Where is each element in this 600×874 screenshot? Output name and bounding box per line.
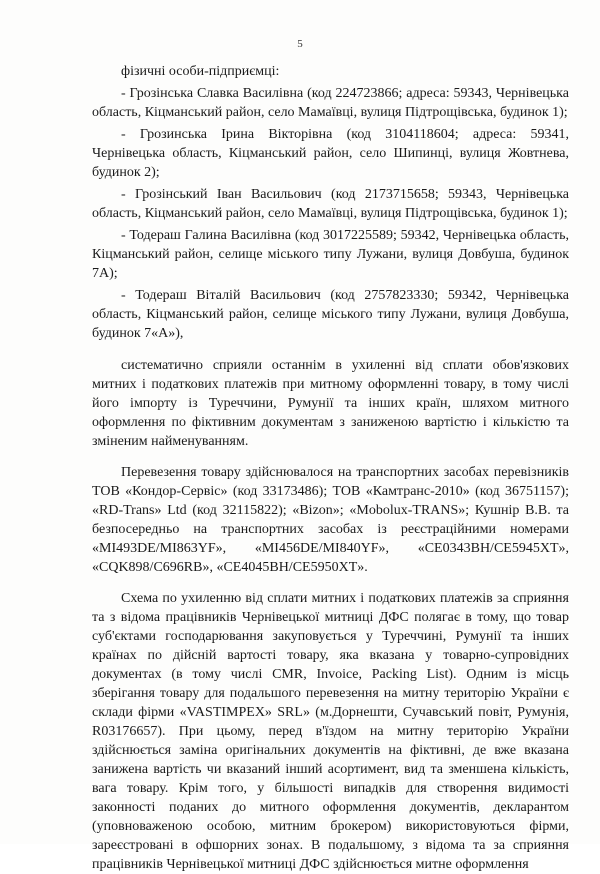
document-body	[92, 62, 569, 874]
entrepreneur-item: - Грозінська Славка Василівна (код 224723866; адреса: 59343, Чернівецька область, Кіцманський район, село Мамаївці, вулиця Підтрощівська, будинок 1);	[92, 86, 569, 120]
paragraph-evasion-assistance: систематично сприяли останнім в ухиленні від сплати обов'язкових митних і податкових платежів при митному оформленні товару, в тому числі його імпорту із Туреччини, Румунії та інших країн, шляхом митного оформлення по фіктивним документам з заниженою вартістю і кількістю та зміненим найменуванням.	[92, 358, 569, 449]
paragraph-scheme: Схема по ухиленню від сплати митних і податкових платежів за сприяння та з відома працівників Чернівецької митниці ДФС полягає в тому, що товар суб'єктами господарювання закуповується у Туреччині, Румунії та інших країнах по дійсній вартості товару, яка вказана у товарно-супровідних документах (в тому числі CMR, Invoice, Packing List). Одним із місць зберігання товару для подальшого перевезення на митну територію України є склади фірми «VASTIMPEX» SRL» (м.Дорнешти, Сучавський повіт, Румунія, R03176657). При цьому, перед в'їздом на митну територію України здійснюється заміна оригінальних документів на фіктивні, де вже вказана занижена вартість чи вказаний інший асортимент, вид та зменшена кількість, вага товару. Крім того, у більшості випадків для створення видимості законності поданих до митного оформлення документів, декларантом (уповноваженою особою, митним брокером) використовуються фірми, зареєстровані в офшорних зонах. В подальшому, з відома та за сприяння працівників Чернівецької митниці ДФС здійснюється митне оформлення	[92, 591, 569, 872]
page-number: 5	[297, 38, 303, 50]
entrepreneur-item: - Грозинська Ірина Вікторівна (код 3104118604; адреса: 59341, Чернівецька область, Кіцманський район, село Шипинці, вулиця Жовтнева, будинок 2);	[92, 127, 569, 180]
entrepreneur-item: - Тодераш Галина Василівна (код 3017225589; 59342, Чернівецька область, Кіцманський район, селище міського типу Лужани, вулиця Довбуша, будинок 7А);	[92, 228, 569, 281]
paragraph-transportation: Перевезення товару здійснювалося на транспортних засобах перевізників ТОВ «Кондор-Сервіс» (код 33173486); ТОВ «Камтранс-2010» (код 36751157); «RD-Trans» Ltd (код 32115822); «Bizon»; «Mobolux-TRANS»; Кушнір В.В. та безпосередньо на транспортних засобах із реєстраційними номерами «MI493DE/MI863YF», «MI456DE/MI840YF», «CE0343BH/CE5945XT», «CQK898/C696RB», «CE4045BH/CE5950XT».	[92, 465, 569, 575]
entrepreneur-item: - Грозінський Іван Васильович (код 2173715658; 59343, Чернівецька область, Кіцманський район, село Мамаївці, вулиця Підтрощівська, будинок 1);	[92, 187, 569, 221]
entrepreneur-item: - Тодераш Віталій Васильович (код 2757823330; 59342, Чернівецька область, Кіцманський район, селище міського типу Лужани, вулиця Довбуша, будинок 7«А»),	[92, 288, 569, 341]
entrepreneurs-heading: фізичні особи-підприємці:	[121, 64, 280, 79]
